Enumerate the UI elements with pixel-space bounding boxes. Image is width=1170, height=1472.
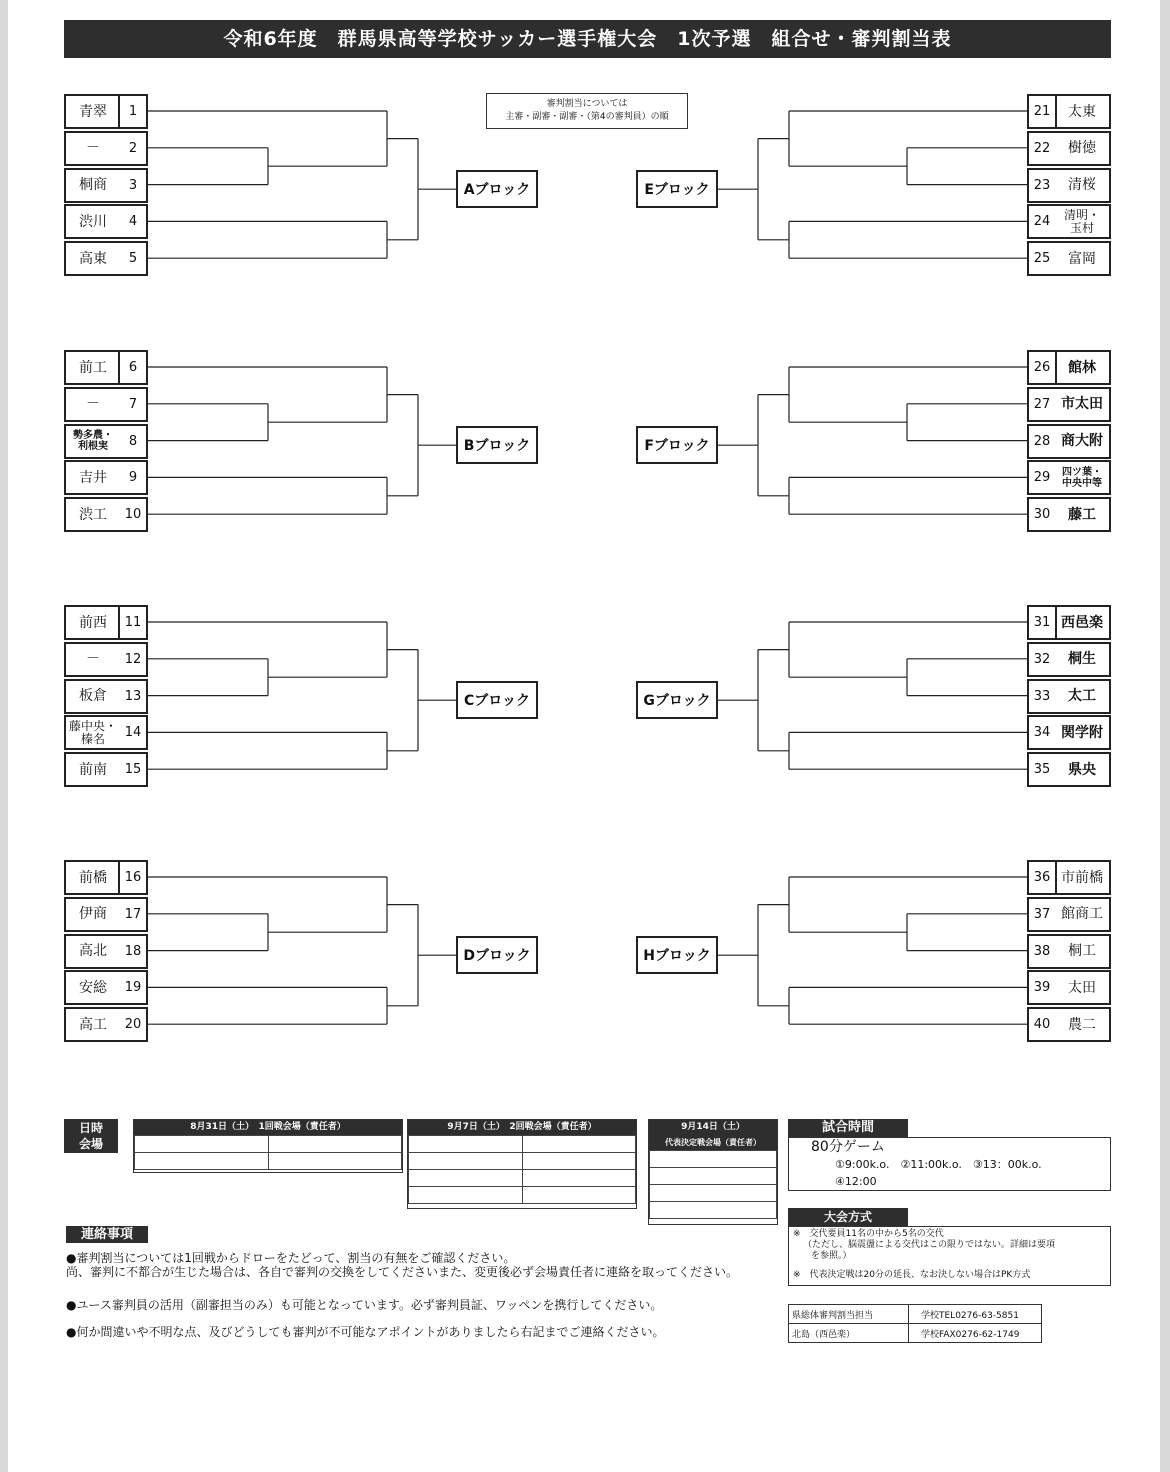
format-line: ※ 代表決定戦は20分の延長、なお決しない場合はPK方式	[793, 1270, 1031, 1280]
team-name: 農二	[1068, 1016, 1096, 1033]
format-box	[788, 1226, 1111, 1286]
schedule-round2	[407, 1119, 637, 1209]
team-seed-number: 27	[1033, 396, 1051, 412]
format-header: 大会方式	[788, 1208, 908, 1226]
team-seed-number: 10	[124, 507, 142, 523]
contact-role: 県総体審判割当担当	[789, 1305, 909, 1324]
team-seed-number: 22	[1033, 140, 1051, 156]
team-name: 市太田	[1061, 396, 1103, 413]
schedule-final-table	[649, 1150, 777, 1219]
team-seed-number: 5	[128, 251, 138, 267]
team-seed-number: 29	[1033, 470, 1051, 486]
team-name: －	[86, 651, 100, 668]
team-name: 藤中央・ 榛名	[68, 718, 117, 746]
team-seed-number: 17	[124, 906, 142, 922]
team-name: 商大附	[1061, 433, 1103, 450]
team-name: 青翠	[79, 103, 107, 120]
contact-table	[788, 1304, 1042, 1343]
team-name: 渋工	[79, 506, 107, 523]
schedule-label	[64, 1119, 118, 1153]
schedule-cell	[409, 1170, 523, 1187]
team-name: 藤工	[1068, 506, 1096, 523]
team-seed-number: 3	[128, 177, 138, 193]
note-line: ●ユース審判員の活用（副審担当のみ）も可能となっています。必ず審判員証、ワッペンを携行してください。	[66, 1298, 663, 1312]
kickoff-times: ①9:00k.o. ②11:00k.o. ③13：00k.o.	[835, 1158, 1042, 1171]
block-b-label: Bブロック	[456, 426, 538, 464]
schedule-cell	[135, 1136, 269, 1153]
format-line: ※ 交代要員11名の中から5名の交代	[793, 1229, 944, 1239]
block-a-label: Aブロック	[456, 170, 538, 208]
schedule-cell	[135, 1153, 269, 1170]
team-name: 前工	[79, 359, 107, 376]
schedule-cell	[409, 1187, 523, 1204]
team-name: 桐生	[1068, 651, 1096, 668]
team-name: 桐商	[79, 177, 107, 194]
team-name: 清桜	[1068, 177, 1096, 194]
team-seed-number: 15	[124, 762, 142, 778]
team-seed-number: 23	[1033, 177, 1051, 193]
team-seed-number: 38	[1033, 943, 1051, 959]
team-seed-number: 30	[1033, 507, 1051, 523]
team-seed-number: 40	[1033, 1017, 1051, 1033]
schedule-cell	[522, 1153, 636, 1170]
team-seed-number: 36	[1027, 860, 1057, 895]
team-seed-number: 8	[128, 433, 138, 449]
match-time-header: 試合時間	[788, 1119, 908, 1137]
team-name: 太東	[1068, 103, 1096, 120]
team-name: 館林	[1068, 359, 1096, 376]
schedule-label-date: 日時	[78, 1121, 103, 1135]
schedule-final	[648, 1119, 778, 1225]
team-name: 西邑楽	[1061, 614, 1103, 631]
schedule-cell	[522, 1136, 636, 1153]
team-seed-number: 18	[124, 943, 142, 959]
schedule-cell	[650, 1185, 777, 1202]
team-name: 勢多農・ 利根実	[73, 430, 113, 453]
team-name: 清明・ 玉村	[1063, 207, 1100, 235]
team-name: 前橋	[79, 869, 107, 886]
kickoff-time-4: ④12:00	[835, 1175, 877, 1188]
contact-fax: 学校FAX0276-62-1749	[909, 1324, 1042, 1343]
note-line: ●何か間違いや不明な点、及びどうしても審判が不可能なアポイントがありましたら右記までご連絡ください。	[66, 1325, 665, 1339]
team-seed-number: 20	[124, 1017, 142, 1033]
team-name: 館商工	[1061, 906, 1103, 923]
schedule-cell	[268, 1153, 402, 1170]
team-seed-number: 31	[1027, 605, 1057, 640]
team-seed-number: 33	[1033, 688, 1051, 704]
schedule-cell	[650, 1168, 777, 1185]
block-d-label: Dブロック	[456, 936, 538, 974]
block-c-label: Cブロック	[456, 681, 538, 719]
match-duration: 80分ゲーム	[811, 1139, 885, 1155]
team-seed-number: 14	[124, 725, 142, 741]
schedule-label-venue: 会場	[78, 1137, 103, 1151]
team-seed-number: 1	[118, 94, 148, 129]
team-name: 樹徳	[1068, 140, 1096, 157]
schedule-cell	[268, 1136, 402, 1153]
note-line: 尚、審判に不都合が生じた場合は、各自で審判の交換をしてくださいまた、変更後必ず会場責任者に連絡を取ってください。	[66, 1265, 739, 1279]
format-line: （ただし、脳震盪による交代はこの限りではない。詳細は要項	[803, 1240, 1056, 1250]
block-g-label: Gブロック	[636, 681, 718, 719]
schedule-round1-table	[134, 1135, 402, 1170]
team-seed-number: 12	[124, 651, 142, 667]
referee-note-line: 審判割当については	[546, 99, 628, 109]
schedule-round1	[133, 1119, 403, 1173]
team-seed-number: 24	[1033, 214, 1051, 230]
team-seed-number: 11	[118, 605, 148, 640]
team-name: 吉井	[79, 469, 107, 486]
team-seed-number: 32	[1033, 651, 1051, 667]
team-name: 桐工	[1068, 943, 1096, 960]
notes-header: 連絡事項	[66, 1226, 148, 1243]
document-title: 令和6年度 群馬県高等学校サッカー選手権大会 1次予選 組合せ・審判割当表	[64, 20, 1111, 58]
team-seed-number: 37	[1033, 906, 1051, 922]
team-seed-number: 26	[1027, 350, 1057, 385]
block-e-label: Eブロック	[636, 170, 718, 208]
schedule-cell	[522, 1187, 636, 1204]
schedule-final-date: 9月14日（土）	[649, 1120, 777, 1135]
team-seed-number: 28	[1033, 433, 1051, 449]
format-line: を参照。）	[811, 1251, 852, 1261]
team-seed-number: 6	[118, 350, 148, 385]
team-seed-number: 13	[124, 688, 142, 704]
team-name: 前西	[79, 614, 107, 631]
team-seed-number: 34	[1033, 725, 1051, 741]
team-seed-number: 19	[124, 980, 142, 996]
team-name: 高北	[79, 943, 107, 960]
team-seed-number: 9	[128, 470, 138, 486]
team-seed-number: 35	[1033, 762, 1051, 778]
contact-tel: 学校TEL0276-63-5851	[909, 1305, 1042, 1324]
match-time-box	[788, 1137, 1111, 1191]
block-h-label: Hブロック	[636, 936, 718, 974]
team-seed-number: 2	[128, 140, 138, 156]
team-name: 太工	[1068, 688, 1096, 705]
team-name: 高東	[79, 250, 107, 267]
schedule-cell	[409, 1153, 523, 1170]
team-seed-number: 21	[1027, 94, 1057, 129]
team-name: 四ツ葉・ 中央中等	[1062, 466, 1102, 489]
team-name: 前南	[79, 761, 107, 778]
contact-person: 北島（西邑楽）	[789, 1324, 909, 1343]
team-name: 渋川	[79, 213, 107, 230]
team-name: 市前橋	[1061, 869, 1103, 886]
team-name: －	[86, 140, 100, 157]
team-name: 富岡	[1068, 250, 1096, 267]
note-line: ●審判割当については1回戦からドローをたどって、割当の有無をご確認ください。	[66, 1251, 516, 1265]
team-seed-number: 7	[128, 396, 138, 412]
referee-note-line: 主審・副審・副審・（第4の審判員）の順	[505, 112, 669, 122]
team-name: 太田	[1068, 979, 1096, 996]
schedule-final-header: 代表決定戦会場（責任者）	[649, 1135, 777, 1150]
team-seed-number: 4	[128, 214, 138, 230]
team-name: 安総	[79, 979, 107, 996]
schedule-cell	[522, 1170, 636, 1187]
team-seed-number: 39	[1033, 980, 1051, 996]
team-name: 板倉	[79, 688, 107, 705]
block-f-label: Fブロック	[636, 426, 718, 464]
team-name: －	[86, 396, 100, 413]
team-name: 伊商	[79, 906, 107, 923]
team-name: 県央	[1068, 761, 1096, 778]
team-name: 関学附	[1061, 724, 1103, 741]
team-seed-number: 16	[118, 860, 148, 895]
schedule-cell	[409, 1136, 523, 1153]
team-name: 高工	[79, 1016, 107, 1033]
team-seed-number: 25	[1033, 251, 1051, 267]
schedule-cell	[650, 1151, 777, 1168]
schedule-round1-header: 8月31日（土） 1回戦会場（責任者）	[134, 1120, 402, 1135]
schedule-round2-table	[408, 1135, 636, 1204]
schedule-round2-header: 9月7日（土） 2回戦会場（責任者）	[408, 1120, 636, 1135]
schedule-cell	[650, 1202, 777, 1219]
